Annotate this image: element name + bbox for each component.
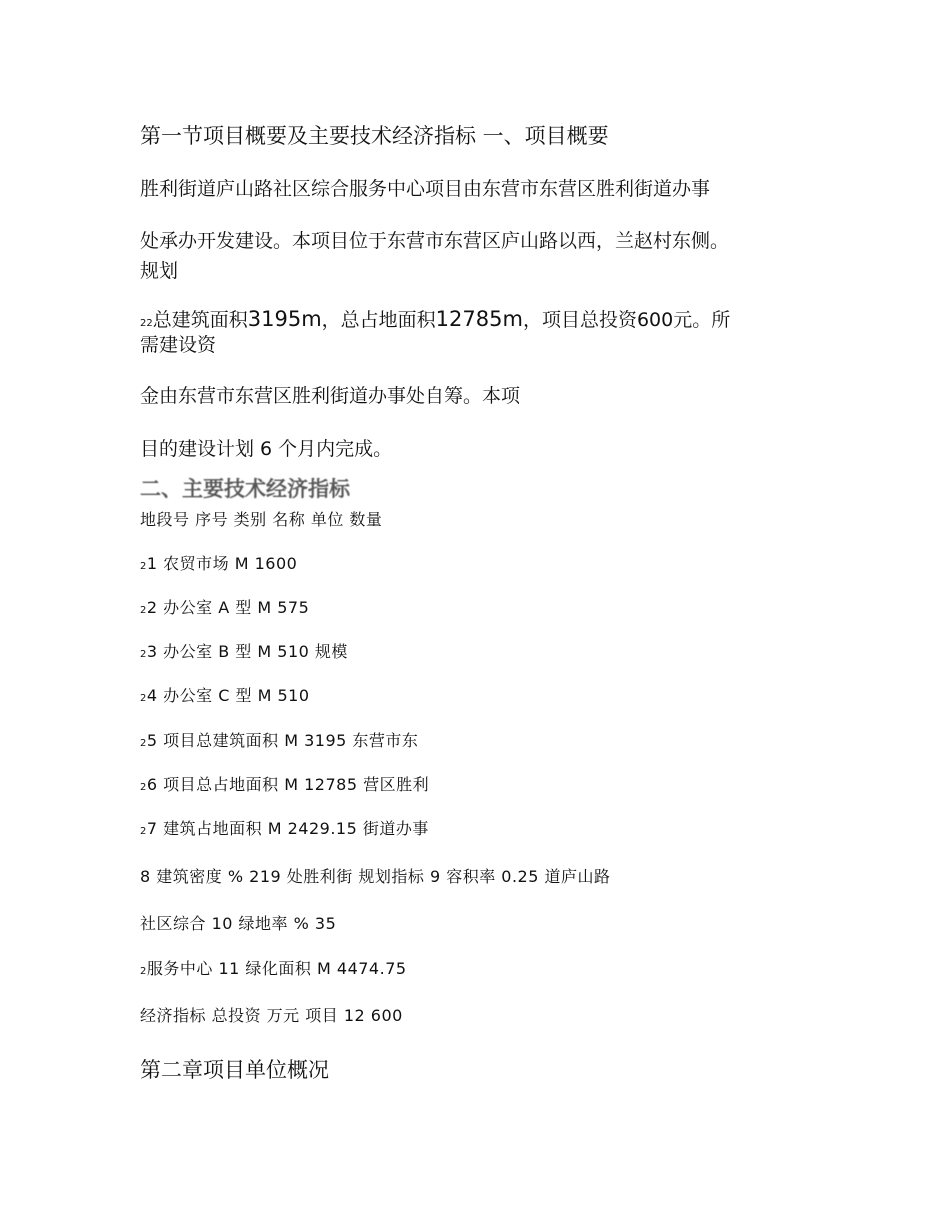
paragraph-line-5: 需建设资: [140, 334, 217, 356]
paragraph-line-7: 目的建设计划 6 个月内完成。: [140, 438, 393, 460]
unit-superscript: 2: [140, 605, 147, 616]
table-row-text: 1 农贸市场 M 1600: [146, 554, 298, 573]
table-row: [140, 821, 429, 837]
paragraph-line-6: 金由东营市东营区胜利街道办事处自筹。本项: [140, 385, 521, 407]
paragraph-line-1: 胜利街道庐山路社区综合服务中心项目由东营市东营区胜利街道办事: [140, 178, 711, 200]
chapter-title: 第二章项目单位概况: [140, 1058, 329, 1082]
table-row-text: 6 项目总占地面积 M 12785 营区胜利: [146, 775, 430, 794]
paragraph-line-4-g: 元。所: [673, 309, 731, 331]
table-row: [140, 556, 297, 572]
paragraph-line-2: 处承办开发建设。本项目位于东营市东营区庐山路以西，兰赵村东侧。: [140, 230, 730, 252]
table-row: [140, 916, 336, 932]
unit-superscript: 2: [140, 693, 147, 704]
table-row-text: 经济指标 总投资 万元 项目 12 600: [140, 1006, 403, 1025]
table-row: [140, 644, 348, 660]
section-title: 第一节项目概要及主要技术经济指标 一、项目概要: [140, 124, 609, 148]
paragraph-line-4-a: 总建筑面积: [152, 309, 248, 331]
paragraph-line-4-c: ，总占地面积: [321, 309, 436, 331]
table-row: [140, 600, 309, 616]
paragraph-line-4-f: 600: [636, 309, 674, 331]
paragraph-line-4: [140, 309, 730, 330]
paragraph-line-4-e: ，项目总投资: [522, 309, 637, 331]
area-superscript: 22: [140, 318, 153, 329]
table-row-text: 3 办公室 B 型 M 510 规模: [146, 642, 348, 661]
unit-superscript: 2: [140, 738, 147, 749]
unit-superscript: 2: [140, 649, 147, 660]
paragraph-line-3: 规划: [140, 260, 179, 282]
table-row: [140, 1008, 403, 1024]
subsection-title: 二、主要技术经济指标: [140, 477, 350, 501]
table-row-text: 社区综合 10 绿地率 % 35: [140, 914, 337, 933]
table-header: 地段号 序号 类别 名称 单位 数量: [140, 510, 383, 529]
table-row: [140, 688, 310, 704]
unit-superscript: 2: [140, 826, 147, 837]
paragraph-line-4-b: 3195m: [247, 307, 322, 331]
table-row: [140, 961, 407, 977]
table-row-text: 4 办公室 C 型 M 510: [146, 686, 310, 705]
unit-superscript: 2: [140, 782, 147, 793]
unit-superscript: 2: [140, 966, 147, 977]
table-row: [140, 777, 429, 793]
paragraph-line-4-d: 12785m: [435, 307, 523, 331]
table-row-text: 8 建筑密度 % 219 处胜利街 规划指标 9 容积率 0.25 道庐山路: [140, 867, 611, 886]
table-row-text: 5 项目总建筑面积 M 3195 东营市东: [146, 731, 419, 750]
table-row-text: 2 办公室 A 型 M 575: [146, 598, 310, 617]
table-row-text: 服务中心 11 绿化面积 M 4474.75: [146, 959, 407, 978]
table-row: [140, 733, 418, 749]
table-row: [140, 869, 611, 885]
table-row-text: 7 建筑占地面积 M 2429.15 街道办事: [146, 819, 429, 838]
unit-superscript: 2: [140, 561, 147, 572]
